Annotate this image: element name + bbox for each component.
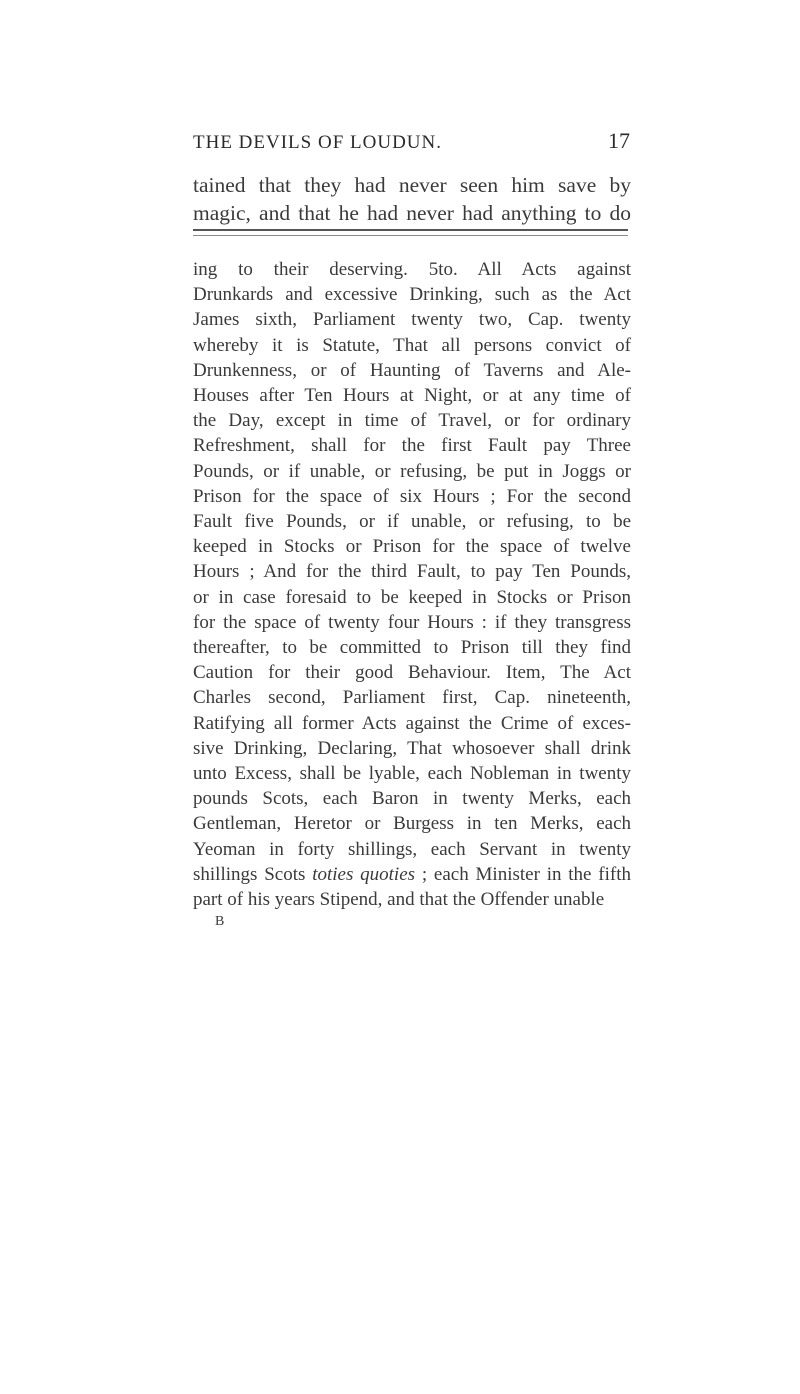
- running-title: THE DEVILS OF LOUDUN.: [193, 132, 442, 153]
- text-line: Fault five Pounds, or if unable, or refusing, to be: [193, 511, 631, 533]
- signature-mark: B: [215, 914, 225, 930]
- text-line: thereafter, to be committed to Prison till they find: [193, 637, 631, 659]
- page-number: 17: [608, 128, 630, 153]
- text-line: Hours ; And for the third Fault, to pay Ten Pounds,: [193, 561, 631, 583]
- text-line: whereby it is Statute, That all persons convict of: [193, 334, 631, 356]
- text-line: James sixth, Parliament twenty two, Cap. twenty: [193, 309, 631, 331]
- text-line: sive Drinking, Declaring, That whosoever shall drink: [193, 737, 631, 759]
- text-fragment: shillings Scots: [193, 863, 313, 885]
- text-line: Ratifying all former Acts against the Crime of exces-: [193, 712, 631, 734]
- text-fragment: ; each Minister in the fifth: [415, 863, 632, 885]
- text-line: Yeoman in forty shillings, each Servant in twenty: [193, 838, 631, 860]
- divider-rule-thin: [193, 235, 628, 236]
- text-line: Pounds, or if unable, or refusing, be put in Joggs or: [193, 460, 631, 482]
- text-line: unto Excess, shall be lyable, each Nobleman in twenty: [193, 763, 631, 785]
- text-line: Drunkenness, or of Haunting of Taverns and Ale-: [193, 359, 631, 381]
- text-line: part of his years Stipend, and that the Offender unable: [193, 889, 605, 911]
- text-line: ing to their deserving. 5to. All Acts against: [193, 259, 631, 280]
- text-line: Caution for their good Behaviour. Item, The Act: [193, 662, 631, 684]
- text-line: the Day, except in time of Travel, or for ordinary: [193, 410, 631, 432]
- text-line: keeped in Stocks or Prison for the space of twelve: [193, 536, 631, 558]
- italic-phrase: toties quoties: [312, 863, 416, 885]
- text-line: pounds Scots, each Baron in twenty Merks, each: [193, 788, 631, 810]
- text-line: or in case foresaid to be keeped in Stocks or Prison: [193, 586, 631, 608]
- text-line: Charles second, Parliament first, Cap. nineteenth,: [193, 687, 631, 709]
- text-line: Houses after Ten Hours at Night, or at any time of: [193, 385, 631, 407]
- text-line: Refreshment, shall for the first Fault pay Three: [193, 435, 631, 457]
- text-line: Drunkards and excessive Drinking, such as the Act: [193, 284, 631, 306]
- text-line: Gentleman, Heretor or Burgess in ten Merks, each: [193, 813, 631, 835]
- text-line: Prison for the space of six Hours ; For the second: [193, 485, 631, 507]
- top-paragraph: [193, 172, 631, 227]
- text-line: for the space of twenty four Hours : if they transgress: [193, 611, 631, 633]
- main-paragraph: [193, 257, 631, 932]
- divider-rule: [193, 229, 628, 231]
- text-line: tained that they had never seen him save by: [193, 173, 631, 197]
- text-line: magic, and that he had never had anything to do: [193, 200, 631, 225]
- text-line-with-italic: [193, 862, 631, 887]
